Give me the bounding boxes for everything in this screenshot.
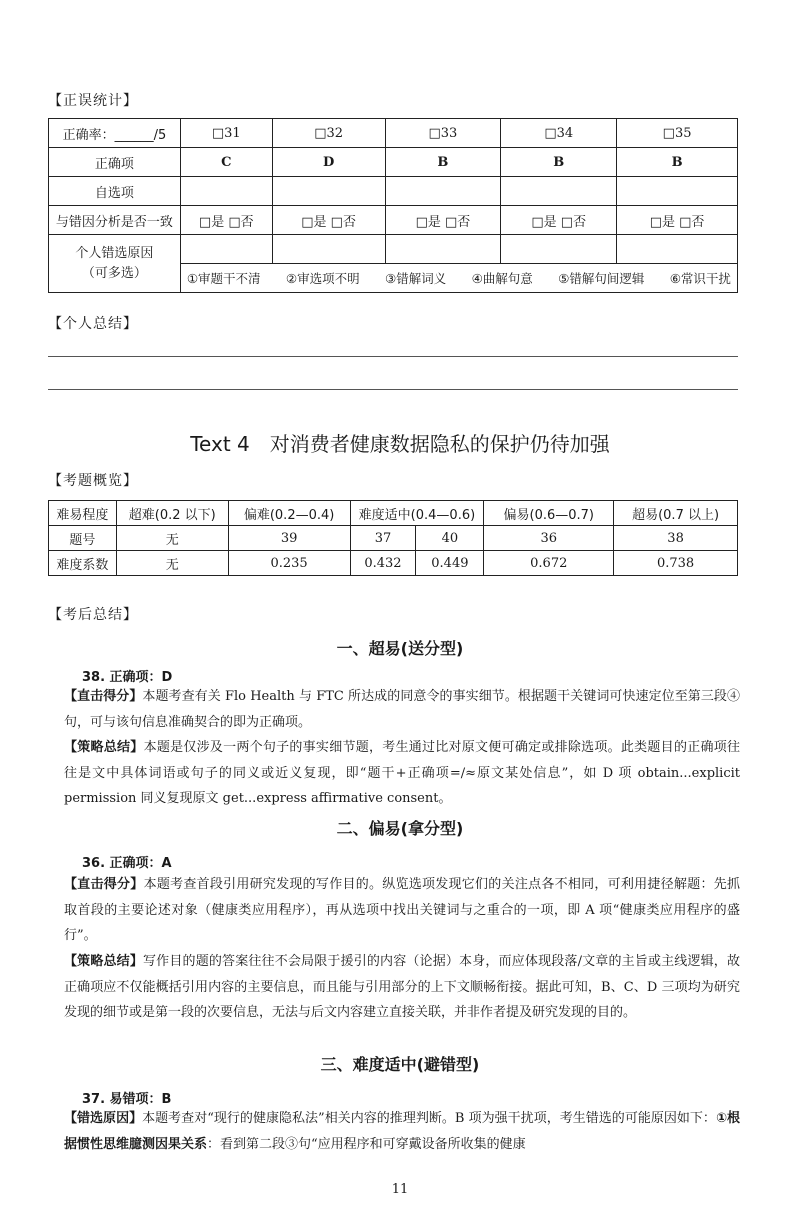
reason-cell[interactable] <box>617 235 738 264</box>
question-35[interactable]: □35 <box>617 119 738 148</box>
question-cell: 38 <box>614 526 738 551</box>
reason-option[interactable]: ④曲解句意 <box>471 271 533 286</box>
section-3-title: 三、难度适中(避错型) <box>320 1055 480 1074</box>
correct-answer: C <box>180 148 272 177</box>
reason-cell[interactable] <box>272 235 385 264</box>
p-text: 本题是仅涉及一两个句子的事实细节题，考生通过比对原文便可确定或排除选项。此类题目的正确项往往是文中具体词语或句子的同义或近义复现，即“题干+正确项=/≈原文某处信息”，如 D 项 obtain...explicit permission 同义复现原文 get...express affirmative consent。 <box>64 740 740 806</box>
summary-line-2[interactable] <box>48 389 738 390</box>
overview-header: 难度适中(0.4—0.6) <box>350 501 484 526</box>
self-choice-cell[interactable] <box>385 177 501 206</box>
stats-heading: 【正误统计】 <box>48 93 138 109</box>
reason-option[interactable]: ⑥常识干扰 <box>669 271 731 286</box>
p-text: 本题考查首段引用研究发现的写作目的。纵览选项发现它们的关注点各不相同，可利用捷径解题：先抓取首段的主要论述对象（健康类应用程序），再从选项中找出关键词与之重合的一项，即 A 项“健康类应用程序的盛行”。 <box>64 877 740 943</box>
overview-header: 偏易(0.6—0.7) <box>484 501 614 526</box>
self-choice-cell[interactable] <box>180 177 272 206</box>
accuracy-label: 正确率：______/5 <box>49 119 181 148</box>
summary-heading: 【个人总结】 <box>48 316 138 332</box>
p-label: 【直击得分】 <box>64 877 144 892</box>
section-1-answer: 38. 正确项：D <box>82 670 173 685</box>
section-1-p2 <box>64 735 740 812</box>
overview-header: 难易程度 <box>49 501 117 526</box>
p-text: 本题考查有关 Flo Health 与 FTC 所达成的同意令的事实细节。根据题干关键词可快速定位至第三段④句，可与该句信息准确契合的即为正确项。 <box>64 689 740 730</box>
p-label: 【策略总结】 <box>64 954 144 969</box>
difficulty-cell: 0.432 <box>350 551 416 576</box>
section-1-title: 一、超易(送分型) <box>336 639 464 658</box>
reason-label <box>49 235 181 293</box>
reason-label-sub: （可多选） <box>81 265 147 281</box>
page-number: 11 <box>391 1182 409 1197</box>
correct-answer: B <box>617 148 738 177</box>
difficulty-cell: 0.449 <box>416 551 484 576</box>
question-cell: 37 <box>350 526 416 551</box>
consistent-label: 与错因分析是否一致 <box>49 206 181 235</box>
section-2-p2 <box>64 949 740 1026</box>
section-3-p1 <box>64 1106 740 1157</box>
question-31[interactable]: □31 <box>180 119 272 148</box>
self-choice-cell[interactable] <box>617 177 738 206</box>
difficulty-cell: 0.672 <box>484 551 614 576</box>
question-33[interactable]: □33 <box>385 119 501 148</box>
question-cell: 39 <box>228 526 350 551</box>
section-1-p1 <box>64 684 740 735</box>
reason-label-text: 个人错选原因 <box>75 245 154 261</box>
reason-option[interactable]: ⑤错解句间逻辑 <box>558 271 645 286</box>
question-cell: 40 <box>416 526 484 551</box>
reason-cell[interactable] <box>180 235 272 264</box>
p-text: ：看到第二段③句“应用程序和可穿戴设备所收集的健康 <box>207 1136 526 1152</box>
section-2-p1 <box>64 872 740 949</box>
section-2-answer: 36. 正确项：A <box>82 856 172 871</box>
correct-answer: B <box>501 148 617 177</box>
correct-answer: D <box>272 148 385 177</box>
reason-option[interactable]: ②审选项不明 <box>285 271 360 286</box>
correct-label: 正确项 <box>49 148 181 177</box>
p-label: 【直击得分】 <box>64 689 143 704</box>
after-heading: 【考后总结】 <box>48 607 138 623</box>
question-cell: 无 <box>116 526 228 551</box>
reason-cell[interactable] <box>501 235 617 264</box>
p-label: 【策略总结】 <box>64 740 144 755</box>
yesno-checkbox[interactable]: □是 □否 <box>501 206 617 235</box>
row-label-difficulty: 难度系数 <box>49 551 117 576</box>
overview-header: 超难(0.2 以下) <box>116 501 228 526</box>
reason-option[interactable]: ①审题干不清 <box>186 271 261 286</box>
question-34[interactable]: □34 <box>501 119 617 148</box>
summary-line-1[interactable] <box>48 356 738 357</box>
yesno-checkbox[interactable]: □是 □否 <box>180 206 272 235</box>
self-choice-label: 自选项 <box>49 177 181 206</box>
p-label: 【错选原因】 <box>64 1111 143 1126</box>
reasons-row <box>180 264 737 293</box>
section-3-answer: 37. 易错项：B <box>82 1092 172 1107</box>
difficulty-cell: 0.235 <box>228 551 350 576</box>
yesno-checkbox[interactable]: □是 □否 <box>385 206 501 235</box>
self-choice-cell[interactable] <box>272 177 385 206</box>
yesno-checkbox[interactable]: □是 □否 <box>617 206 738 235</box>
section-2-title: 二、偏易(拿分型) <box>336 819 464 838</box>
overview-heading: 【考题概览】 <box>48 473 138 489</box>
stats-table <box>48 118 738 293</box>
p-text: 写作目的题的答案往往不会局限于援引的内容（论据）本身，而应体现段落/文章的主旨或主线逻辑，故正确项应不仅能概括引用内容的主要信息，而且能与引用部分的上下文顺畅衔接。据此可知，B、C、D 三项均为研究发现的细节或是第一段的次要信息，无法与后文内容建立直接关联，并非作者提及研究发现的目的。 <box>64 954 740 1020</box>
overview-table <box>48 500 738 576</box>
p-text: 本题考查对“现行的健康隐私法”相关内容的推理判断。B 项为强干扰项，考生错选的可能原因如下： <box>142 1111 716 1126</box>
reason-cell[interactable] <box>385 235 501 264</box>
self-choice-cell[interactable] <box>501 177 617 206</box>
overview-header: 超易(0.7 以上) <box>614 501 738 526</box>
text-title: Text 4 对消费者健康数据隐私的保护仍待加强 <box>190 432 610 456</box>
p-bold: ①根据惯性思维臆测因果关系 <box>64 1111 740 1152</box>
row-label-question: 题号 <box>49 526 117 551</box>
overview-header: 偏难(0.2—0.4) <box>228 501 350 526</box>
yesno-checkbox[interactable]: □是 □否 <box>272 206 385 235</box>
difficulty-cell: 无 <box>116 551 228 576</box>
question-cell: 36 <box>484 526 614 551</box>
correct-answer: B <box>385 148 501 177</box>
question-32[interactable]: □32 <box>272 119 385 148</box>
reason-option[interactable]: ③错解词义 <box>384 271 447 286</box>
difficulty-cell: 0.738 <box>614 551 738 576</box>
